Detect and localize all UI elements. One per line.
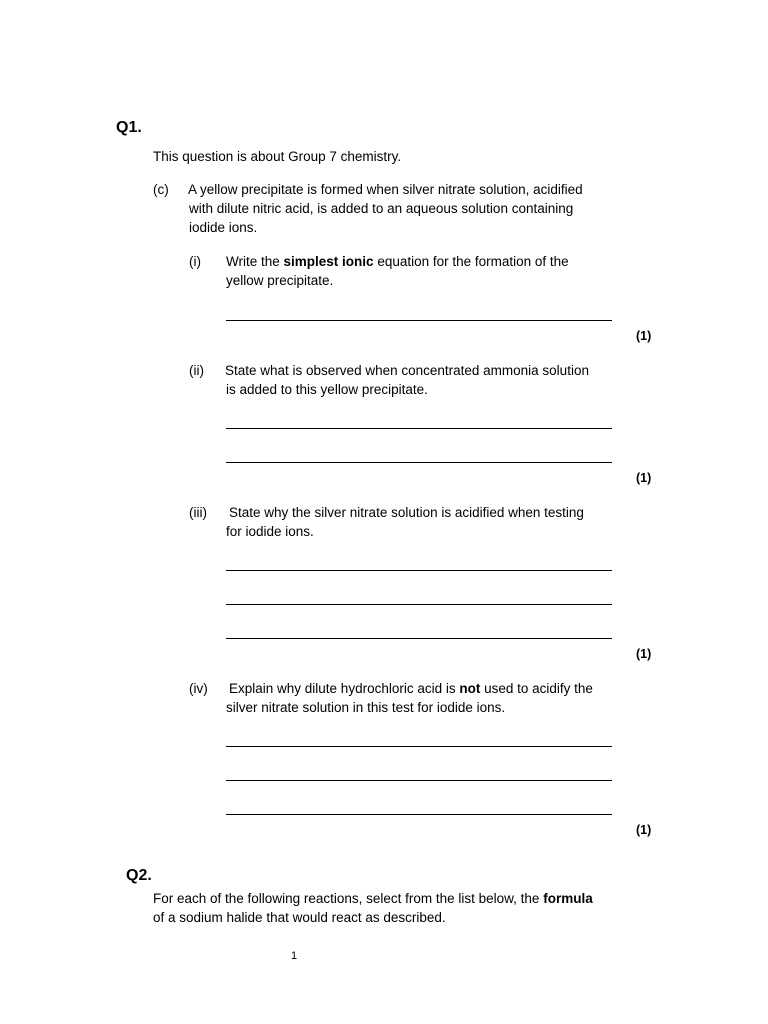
question-intro: This question is about Group 7 chemistry.	[153, 149, 402, 164]
subpart-text	[225, 361, 625, 399]
subpart-text	[226, 503, 626, 541]
part-text	[188, 180, 628, 237]
answer-line[interactable]	[226, 320, 612, 321]
subpart-text-line: silver nitrate solution in this test for iodide ions.	[226, 700, 506, 715]
answer-line[interactable]	[226, 814, 612, 815]
marks-label: (1)	[636, 647, 652, 661]
question-text-line: of a sodium halide that would react as described.	[153, 910, 446, 925]
answer-line[interactable]	[226, 462, 612, 463]
part-text-line: with dilute nitric acid, is added to an aqueous solution containing	[189, 201, 574, 216]
subpart-text-line: State why the silver nitrate solution is acidified when testing	[229, 505, 584, 520]
emphasis: not	[459, 681, 481, 696]
text-run: used to acidify the	[480, 681, 593, 696]
subpart-label: (iii)	[189, 505, 207, 520]
subpart-text	[226, 252, 626, 290]
text-run: equation for the formation of the	[373, 254, 569, 269]
question-number: Q2.	[126, 867, 152, 884]
part-text-line: A yellow precipitate is formed when silver nitrate solution, acidified	[188, 182, 583, 197]
answer-line[interactable]	[226, 604, 612, 605]
part-text-line: iodide ions.	[189, 220, 258, 235]
answer-line[interactable]	[226, 638, 612, 639]
marks-label: (1)	[636, 329, 652, 343]
subpart-label: (i)	[189, 254, 201, 269]
question-text-line	[153, 889, 633, 908]
subpart-text-line: is added to this yellow precipitate.	[226, 382, 428, 397]
emphasis: formula	[543, 891, 593, 906]
answer-line[interactable]	[226, 428, 612, 429]
part-label: (c)	[153, 182, 169, 197]
emphasis: simplest ionic	[283, 254, 374, 269]
text-run: Explain why dilute hydrochloric acid is	[229, 681, 460, 696]
subpart-label: (iv)	[189, 681, 208, 696]
marks-label: (1)	[636, 471, 652, 485]
answer-line[interactable]	[226, 780, 612, 781]
text-run: Write the	[226, 254, 284, 269]
answer-line[interactable]	[226, 746, 612, 747]
subpart-text-line: yellow precipitate.	[226, 273, 334, 288]
subpart-label: (ii)	[189, 363, 204, 378]
marks-label: (1)	[636, 823, 652, 837]
question-text	[153, 889, 633, 927]
subpart-text-line: State what is observed when concentrated ammonia solution	[225, 363, 589, 378]
answer-line[interactable]	[226, 570, 612, 571]
subpart-text	[226, 679, 626, 717]
subpart-text-line: for iodide ions.	[226, 524, 314, 539]
page-number: 1	[291, 950, 298, 962]
subpart-text-line	[226, 679, 626, 698]
text-run: For each of the following reactions, select from the list below, the	[153, 891, 544, 906]
question-number: Q1.	[116, 119, 142, 136]
subpart-text-line	[226, 252, 626, 271]
